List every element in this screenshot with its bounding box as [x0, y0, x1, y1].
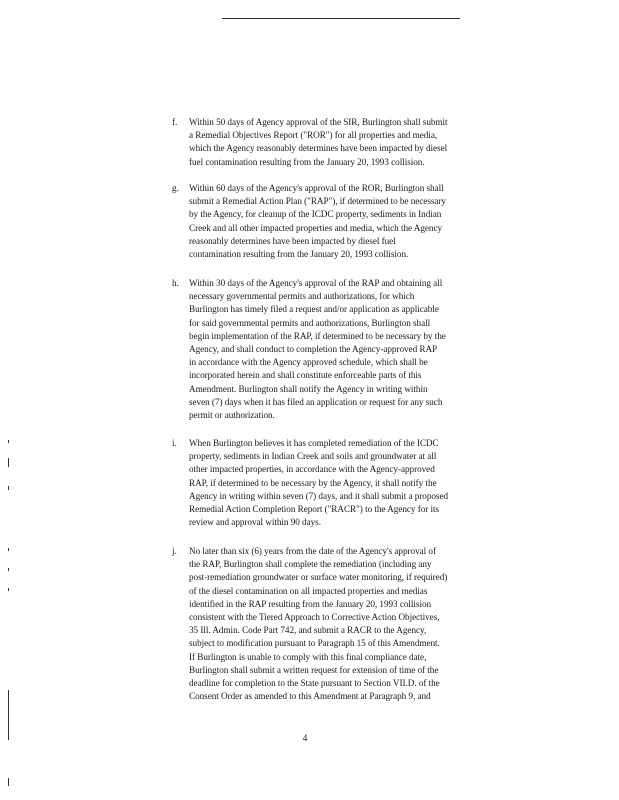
- text-line: Creek and all other impacted properties and media, which the Agency: [189, 222, 443, 233]
- text-line: 35 Ill. Admin. Code Part 742, and submit a RACR to the Agency,: [189, 625, 427, 636]
- text-line: If Burlington is unable to comply with this final compliance date,: [189, 651, 427, 662]
- text-line: by the Agency, for cleanup of the ICDC property, sediments in Indian: [189, 209, 442, 220]
- text-line: Burlington shall submit a written request for extension of time of the: [189, 664, 439, 675]
- paragraph-marker: i.: [172, 438, 177, 448]
- paragraph-text: [189, 437, 508, 529]
- page-number: 4: [302, 734, 308, 744]
- text-line: deadline for completion to the State pursuant to Section VII.D. of the: [189, 678, 440, 689]
- paragraph-text: [189, 116, 508, 169]
- text-line: identified in the RAP resulting from the January 20, 1993 collision: [189, 598, 432, 609]
- text-line: which the Agency reasonably determines have been impacted by diesel: [189, 143, 448, 154]
- text-line: Within 60 days of the Agency's approval of the ROR, Burlington shall: [189, 183, 444, 193]
- text-line: Agency, and shall conduct to completion the Agency-approved RAP: [189, 344, 438, 355]
- scan-margin-mark: [8, 440, 9, 443]
- paragraph-i: [172, 437, 508, 529]
- scan-margin-mark: [8, 588, 9, 591]
- paragraph-g: [172, 182, 508, 261]
- text-line: necessary governmental permits and authorizations, for which: [189, 291, 415, 302]
- paragraph-text: [189, 545, 508, 703]
- scan-margin-mark: [8, 778, 9, 786]
- text-line: When Burlington believes it has completed remediation of the ICDC: [189, 438, 439, 448]
- scan-margin-mark: [8, 548, 9, 551]
- paragraph-marker: g.: [172, 183, 179, 193]
- scan-margin-mark: [8, 690, 9, 740]
- text-line: No later than six (6) years from the date of the Agency's approval of: [189, 546, 436, 556]
- text-line: Within 30 days of the Agency's approval of the RAP and obtaining all: [189, 278, 443, 288]
- text-line: other impacted properties, in accordance with the Agency-approved: [189, 464, 435, 475]
- text-line: permit or authorization.: [189, 410, 275, 421]
- paragraph-marker: j.: [172, 546, 177, 556]
- text-line: in accordance with the Agency approved schedule, which shall be: [189, 357, 428, 368]
- header-rule: [222, 18, 460, 19]
- text-line: Burlington has timely filed a request and/or application as applicable: [189, 304, 439, 315]
- text-line: subject to modification pursuant to Paragraph 15 of this Amendment.: [189, 638, 440, 649]
- text-line: the RAP, Burlington shall complete the remediation (including any: [189, 559, 432, 570]
- paragraph-f: [172, 116, 508, 169]
- text-line: a Remedial Objectives Report ("ROR") for all properties and media,: [189, 130, 438, 141]
- text-line: submit a Remedial Action Plan ("RAP"), if determined to be necessary: [189, 196, 446, 207]
- paragraph-text: [189, 277, 508, 422]
- paragraph-marker: f.: [172, 117, 178, 127]
- text-line: review and approval within 90 days.: [189, 517, 321, 528]
- text-line: seven (7) days when it has filed an application or request for any such: [189, 396, 443, 407]
- text-line: of the diesel contamination on all impacted properties and medias: [189, 585, 428, 596]
- text-line: begin implementation of the RAP, if determined to be necessary by the: [189, 330, 446, 341]
- text-line: reasonably determines have been impacted by diesel fuel: [189, 235, 396, 246]
- paragraph-j: [172, 545, 508, 703]
- scan-margin-mark: [8, 568, 9, 571]
- paragraph-marker: h.: [172, 278, 179, 288]
- text-line: post-remediation groundwater or surface water monitoring, if required): [189, 572, 448, 583]
- text-line: Agency in writing within seven (7) days, and it shall submit a proposed: [189, 490, 449, 501]
- text-line: fuel contamination resulting from the January 20, 1993 collision.: [189, 156, 425, 167]
- text-line: contamination resulting from the January 20, 1993 collision.: [189, 249, 409, 260]
- text-line: Remedial Action Completion Report ("RACR") to the Agency for its: [189, 504, 440, 515]
- text-line: incorporated herein and shall constitute enforceable parts of this: [189, 370, 422, 381]
- text-line: RAP, if determined to be necessary by the Agency, it shall notify the: [189, 477, 437, 488]
- text-line: Amendment. Burlington shall notify the Agency in writing within: [189, 383, 428, 394]
- scan-margin-mark: [8, 458, 9, 467]
- text-line: consistent with the Tiered Approach to Corrective Action Objectives,: [189, 612, 440, 623]
- text-line: for said governmental permits and authorizations, Burlington shall: [189, 317, 431, 328]
- text-line: property, sediments in Indian Creek and soils and groundwater at all: [189, 451, 437, 462]
- text-line: Consent Order as amended to this Amendment at Paragraph 9, and: [189, 691, 431, 702]
- paragraph-h: [172, 277, 508, 422]
- paragraph-text: [189, 182, 508, 261]
- scan-margin-mark: [8, 486, 9, 490]
- text-line: Within 50 days of Agency approval of the SIR, Burlington shall submit: [189, 117, 448, 127]
